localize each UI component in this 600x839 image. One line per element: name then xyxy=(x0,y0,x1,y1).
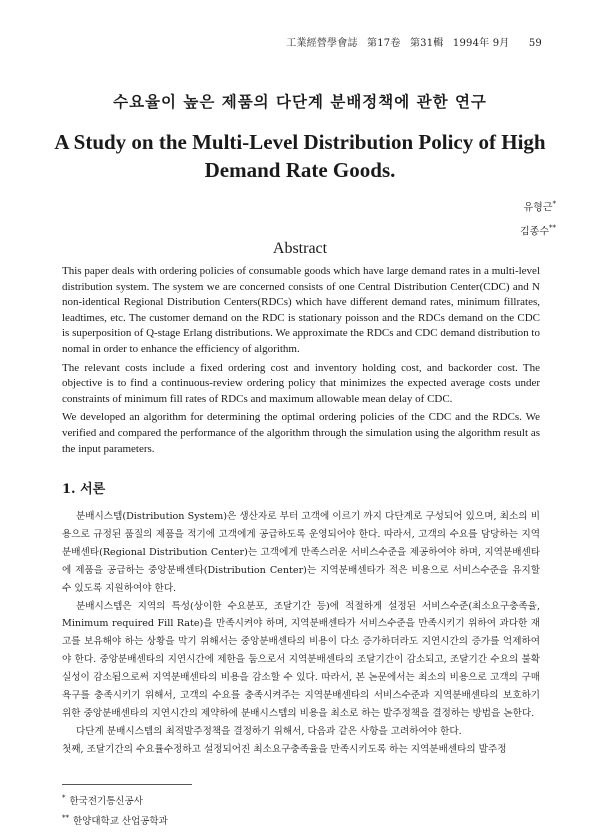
page-number: 59 xyxy=(528,38,542,49)
footnotes xyxy=(62,790,168,830)
author: 유형근* xyxy=(523,200,556,214)
title-english: A Study on the Multi-Level Distribution Policy of High Demand Rate Goods. xyxy=(54,130,546,182)
title-korean: 수요율이 높은 제품의 다단계 분배정책에 관한 연구 xyxy=(113,92,487,111)
abstract-body xyxy=(62,264,540,460)
journal-date: 1994年 9月 xyxy=(452,38,510,49)
footnote-divider xyxy=(62,784,192,785)
journal-issue: 第31輯 xyxy=(409,38,444,49)
body-paragraph: 분배시스템(Distribution System)은 생산자로 부터 고객에 이르기 까지 다단계로 구성되어 있으며, 최소의 비용으로 규정된 품질의 제품을 적기에 고객에게 공급하도록 운영되어야 한다. 따라서, 고객의 수요를 담당하는 지역분배센타(Regional Distribution Center)는 고객에게 만족스러운 서비스수준을 제공하여야 하며, 지역분배센타에 제품을 공급하는 중앙분배센타(Distribution Center)는 지역분배센타가 적은 비용으로 서비스수준을 유지할 수 있도록 지원하여야 한다. xyxy=(62,511,540,594)
journal-name: 工業經營學會誌 xyxy=(286,38,358,49)
abstract-paragraph: The relevant costs include a fixed ordering cost and inventory holding cost, and backorder cost. The objective is to find a continuous-review ordering policy that minimizes the expected average costs under constraints of minimum fill rates of RDCs and maximum allowable mean delay of CDC. xyxy=(62,361,540,405)
journal-volume: 第17卷 xyxy=(367,38,401,49)
section-body xyxy=(62,508,540,759)
journal-header xyxy=(280,34,542,49)
body-paragraph: 첫째, 조달기간의 수요률수정하고 설정되어진 최소요구충족율을 만족시키도록 하는 지역분배센타의 발주정 xyxy=(62,743,507,755)
section-heading: 1. 서론 xyxy=(62,482,106,497)
author: 김종수** xyxy=(520,224,556,238)
footnote: * 한국전기통신공사 xyxy=(62,794,143,808)
body-paragraph: 분배시스템은 지역의 특성(상이한 수요분포, 조달기간 등)에 적절하게 설정된 서비스수준(최소요구충족율, Minimum required Fill Rate)을 만족시켜야 하며, 지역분배센타가 서비스수준을 만족시키기 위하여 과다한 재고를 보유해야 하는 상황을 막기 위해서는 중앙분배센타의 비용이 다소 증가하더라도 지연시간의 증가를 억제하여야 한다. 중앙분배센타의 지연시간에 제한을 둠으로서 지역분배센타의 조달기간이 감소되고, 조달기간 수요의 불확실성이 감소됨으로써 지역분배센타의 비용을 감소할 수 있다. 따라서, 본 논문에서는 최소의 비용으로 고객의 구매욕구를 충족시키기 위해서, 고객의 수요를 충족시켜주는 지역분배센타의 서비스수준과 지역분배센타의 보호하기 위한 중앙분배센타의 지연시간의 제약하에 분배시스템의 비용을 최소로 하는 발주정책을 결정하는 방법을 논한다. xyxy=(62,600,540,719)
abstract-heading: Abstract xyxy=(272,240,328,257)
abstract-paragraph: We developed an algorithm for determining the optimal ordering policies of the CDC and the RDCs. We verified and compared the performance of the algorithm through the simulation using the algorithm result as the input parameters. xyxy=(62,411,540,455)
abstract-paragraph: This paper deals with ordering policies of consumable goods which have large demand rates in a multi-level distribution system. The system we are concerned consists of one Central Distribution Center(CDC) and N non-identical Regional Distribution Centers(RDCs) which have different demand rates, minimum fillrates, leadtimes, etc. The customer demand on the RDC is stationary poisson and the RDCs demand on the CDC is superposition of Q-stage Erlang distributions. We approximate the RDCs and CDC demand distribution to nomal in order to enhance the efficiency of algorithm. xyxy=(62,265,540,355)
body-paragraph: 다단계 분배시스템의 최적발주정책을 결정하기 위해서, 다음과 같은 사항을 고려하여야 한다. xyxy=(76,725,462,737)
footnote: ** 한양대학교 산업공학과 xyxy=(62,814,168,828)
author-list xyxy=(520,194,556,243)
